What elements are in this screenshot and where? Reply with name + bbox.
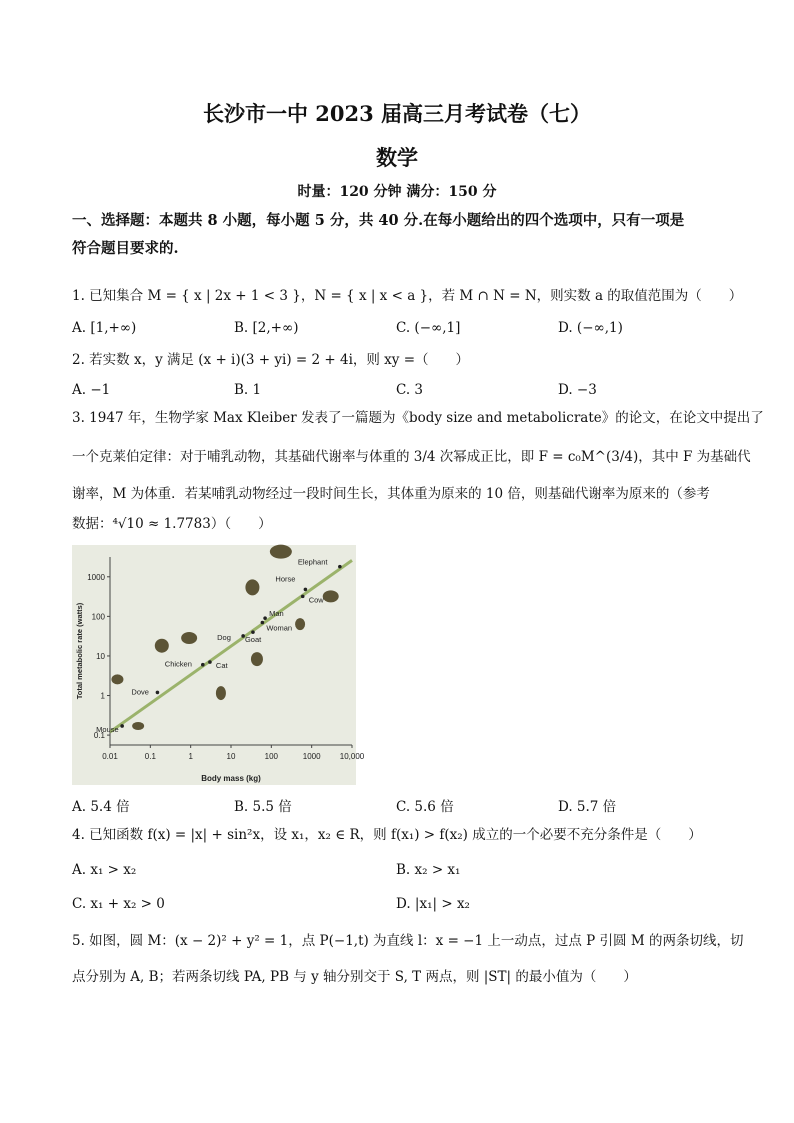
x-axis-label: Body mass (kg)	[201, 774, 261, 783]
q3-option-c: C. 5.6 倍	[396, 799, 454, 815]
q4-option-a: A. x₁ > x₂	[72, 862, 137, 878]
woman-label: Woman	[266, 623, 293, 633]
y-tick-label: 0.1	[93, 731, 105, 741]
time-score: 时量：120 分钟 满分：150 分	[297, 184, 497, 200]
metabolic-rate-figure	[72, 545, 365, 785]
man-label: Man	[269, 609, 284, 619]
x-tick-label: 10	[226, 752, 236, 761]
q4-option-c: C. x₁ + x₂ > 0	[72, 896, 165, 912]
q1-option-b: B. [2,+∞)	[234, 320, 299, 336]
goat-label: Goat	[244, 635, 262, 645]
figure-background	[72, 545, 356, 785]
q1-stem: 1. 已知集合 M = { x | 2x + 1 < 3 }，N = { x | x < a }，若 M ∩ N = N，则实数 a 的取值范围为（ ）	[72, 288, 743, 304]
mouse-point	[120, 724, 124, 728]
section-heading-2: 符合题目要求的.	[72, 240, 179, 257]
mouse-label: Mouse	[96, 724, 119, 734]
q5-line-2: 点分别为 A, B；若两条切线 PA, PB 与 y 轴分别交于 S, T 两点，则 |ST| 的最小值为（ ）	[72, 969, 637, 985]
dog-silhouette	[181, 632, 197, 644]
horse-point	[304, 588, 308, 592]
x-tick-label: 0.1	[144, 752, 156, 761]
q3-line-2: 一个克莱伯定律：对于哺乳动物，其基础代谢率与体重的 3/4 次幂成正比，即 F = c₀M^(3/4)，其中 F 为基础代	[72, 449, 751, 465]
q1-option-a: A. [1,+∞)	[72, 320, 137, 336]
woman-point	[261, 621, 265, 625]
x-tick-label: 1000	[302, 752, 321, 761]
x-tick-label: 1	[188, 752, 193, 761]
q3-line-1: 3. 1947 年，生物学家 Max Kleiber 发表了一篇题为《body size and metabolicrate》的论文，在论文中提出了	[72, 410, 764, 426]
cat-silhouette	[216, 686, 226, 700]
section-heading-1: 一、选择题：本题共 8 小题，每小题 5 分，共 40 分.在每小题给出的四个选项中，只有一项是	[72, 212, 685, 229]
elephant-point	[338, 565, 342, 569]
elephant-label: Elephant	[297, 557, 328, 567]
q3-option-d: D. 5.7 倍	[558, 799, 617, 815]
x-tick-label: 100	[264, 752, 279, 761]
chicken-label: Chicken	[164, 659, 192, 669]
subject-title: 数学	[376, 145, 418, 170]
q4-option-d: D. |x₁| > x₂	[396, 896, 470, 912]
q2-stem: 2. 若实数 x，y 满足 (x + i)(3 + yi) = 2 + 4i，则 xy =（ ）	[72, 352, 470, 368]
y-tick-label: 1	[100, 691, 105, 701]
goat-silhouette	[251, 652, 263, 666]
cow-point	[301, 595, 305, 599]
x-tick-label: 10,000	[339, 752, 365, 761]
man-point	[263, 616, 267, 620]
y-tick-label: 10	[96, 651, 105, 661]
q2-option-a: A. −1	[72, 382, 111, 398]
dove-point	[156, 691, 160, 695]
q2-option-c: C. 3	[396, 382, 424, 398]
cat-label: Cat	[215, 661, 228, 671]
dog-label: Dog	[217, 632, 231, 642]
chicken-point	[201, 663, 205, 667]
q3-option-b: B. 5.5 倍	[234, 799, 292, 815]
y-axis-label: Total metabolic rate (watts)	[75, 602, 84, 700]
q1-option-c: C. (−∞,1]	[396, 320, 461, 336]
cow-label: Cow	[308, 595, 324, 605]
q3-line-4: 数据：⁴√10 ≈ 1.7783）（ ）	[72, 516, 272, 532]
q2-option-d: D. −3	[558, 382, 597, 398]
q3-option-a: A. 5.4 倍	[72, 799, 130, 815]
x-tick-label: 0.01	[102, 752, 118, 761]
q3-line-3: 谢率，M 为体重．若某哺乳动物经过一段时间生长，其体重为原来的 10 倍，则基础代谢率为原来的（参考	[72, 486, 710, 502]
horse-silhouette	[245, 579, 259, 595]
elephant-silhouette	[270, 545, 292, 559]
q2-option-b: B. 1	[234, 382, 262, 398]
horse-label: Horse	[275, 574, 296, 584]
chicken-silhouette	[155, 639, 169, 653]
dove-label: Dove	[131, 687, 149, 697]
y-tick-label: 1000	[87, 572, 105, 582]
cat-point	[208, 660, 212, 664]
goat-point	[251, 630, 255, 634]
exam-title: 长沙市一中 2023 届高三月考试卷（七）	[202, 101, 592, 126]
q5-line-1: 5. 如图，圆 M：(x − 2)² + y² = 1，点 P(−1,t) 为直线 l：x = −1 上一动点，过点 P 引圆 M 的两条切线，切	[72, 933, 744, 949]
q4-option-b: B. x₂ > x₁	[396, 862, 461, 878]
mouse-silhouette	[132, 722, 144, 730]
cow-silhouette	[323, 590, 339, 602]
dove-silhouette	[111, 674, 123, 684]
y-tick-label: 100	[91, 612, 105, 622]
man-silhouette	[295, 618, 305, 630]
q1-option-d: D. (−∞,1)	[558, 320, 623, 336]
q4-stem: 4. 已知函数 f(x) = |x| + sin²x，设 x₁，x₂ ∈ R，则 f(x₁) > f(x₂) 成立的一个必要不充分条件是（ ）	[72, 827, 702, 843]
